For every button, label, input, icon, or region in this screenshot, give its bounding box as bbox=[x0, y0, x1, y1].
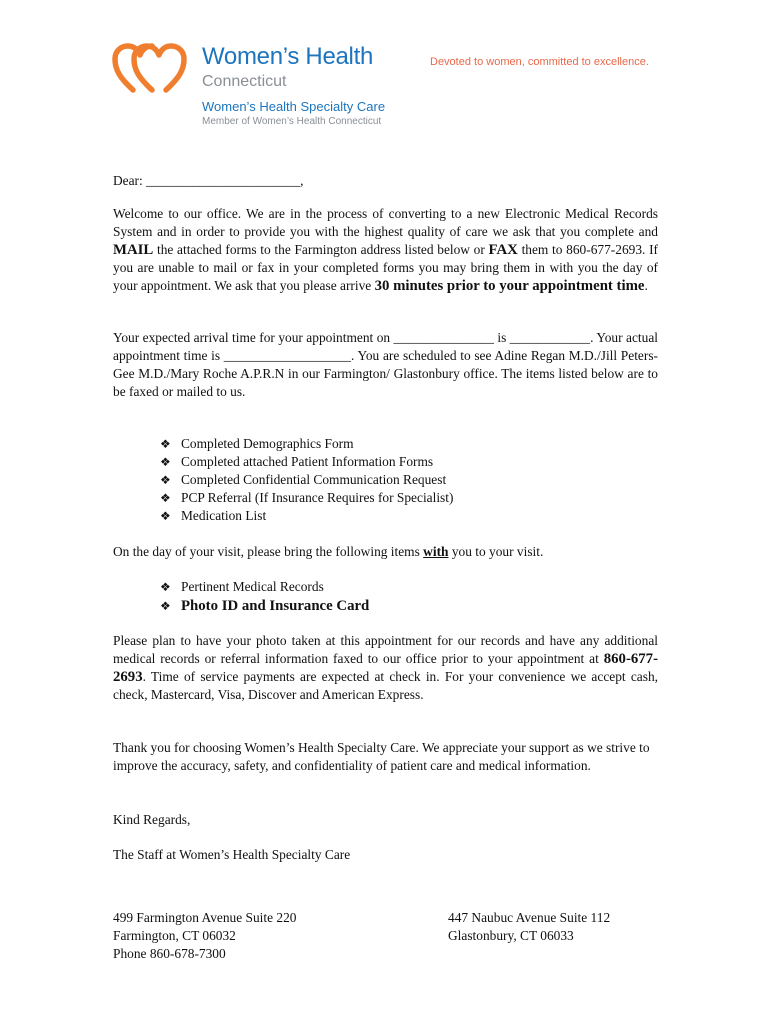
intro-text-4: . bbox=[644, 278, 648, 293]
tagline: Devoted to women, committed to excellence. bbox=[430, 56, 649, 68]
diamond-bullet-icon: ❖ bbox=[160, 455, 171, 469]
salutation: Dear: _______________________, bbox=[113, 173, 304, 188]
list-item: ❖ PCP Referral (If Insurance Requires for Specialist) bbox=[160, 490, 454, 505]
arrival-emphasis: 30 minutes prior to your appointment time bbox=[374, 278, 645, 294]
list-item: ❖ Pertinent Medical Records bbox=[160, 579, 324, 594]
intro-paragraph bbox=[113, 205, 658, 295]
with-emphasis: with bbox=[423, 544, 449, 559]
diamond-bullet-icon: ❖ bbox=[160, 491, 171, 505]
diamond-bullet-icon: ❖ bbox=[160, 509, 171, 523]
intro-text-2: the attached forms to the Farmington address listed below or bbox=[153, 242, 489, 257]
brand-block bbox=[202, 44, 385, 128]
bring-items-list bbox=[160, 578, 369, 616]
member-line: Member of Women’s Health Connecticut bbox=[202, 116, 382, 127]
fax-emphasis: FAX bbox=[488, 242, 518, 258]
closing: Kind Regards, bbox=[113, 812, 191, 827]
brand-title: Women’s Health bbox=[202, 43, 373, 70]
phone-emphasis: 860-677-2693 bbox=[113, 651, 658, 685]
visit-paragraph: On the day of your visit, please bring the following items with you to your visit. bbox=[113, 544, 544, 559]
signature: The Staff at Women’s Health Specialty Care bbox=[113, 847, 351, 862]
intro-text-3: them to 860-677-2693. If you are unable to mail or fax in your completed forms you may bring them in with you the day of your appointment. We ask that you please arrive bbox=[113, 242, 659, 293]
glastonbury-address: 447 Naubuc Avenue Suite 112 Glastonbury, CT 06033 bbox=[448, 910, 611, 943]
appointment-paragraph: Your expected arrival time for your appointment on _______________ is ____________. Your actual appointment time is ___________________. You are scheduled to see Adine Regan M.D./Jill Peters-Gee M.D./Mary Roche A.P.R.N in our Farmington/ Glastonbury office. The items listed below are to be faxed or mailed to us. bbox=[113, 330, 658, 399]
list-item: ❖ Completed attached Patient Information Forms bbox=[160, 454, 434, 469]
fax-items-list bbox=[160, 435, 453, 525]
list-item: ❖ Photo ID and Insurance Card bbox=[160, 598, 370, 614]
intro-text-1: Welcome to our office. We are in the process of converting to a new Electronic Medical Records System and in order to provide you with the highest quality of care we ask that you complete and bbox=[113, 206, 658, 239]
mail-emphasis: MAIL bbox=[113, 242, 154, 258]
farmington-address: 499 Farmington Avenue Suite 220 Farmington, CT 06032 Phone 860-678-7300 bbox=[113, 910, 297, 961]
diamond-bullet-icon: ❖ bbox=[160, 437, 171, 451]
brand-subtitle: Connecticut bbox=[202, 73, 287, 90]
photo-payment-paragraph: Please plan to have your photo taken at this appointment for our records and have any additional medical records or referral information faxed to our office prior to your appointment at 860-677-2693. Time of service payments are expected at check in. For your convenience we accept cash, check, Mastercard, Visa, Discover and American Express. bbox=[113, 633, 658, 702]
list-item: ❖ Completed Demographics Form bbox=[160, 436, 354, 451]
heart-logo-icon bbox=[112, 42, 190, 94]
diamond-bullet-icon: ❖ bbox=[160, 580, 171, 594]
diamond-bullet-icon: ❖ bbox=[160, 473, 171, 487]
specialty-name: Women’s Health Specialty Care bbox=[202, 99, 386, 114]
diamond-bullet-icon: ❖ bbox=[160, 599, 171, 613]
list-item: ❖ Medication List bbox=[160, 508, 267, 523]
list-item: ❖ Completed Confidential Communication Request bbox=[160, 472, 447, 487]
thank-you-paragraph: Thank you for choosing Women’s Health Specialty Care. We appreciate your support as we strive to improve the accuracy, safety, and confidentiality of patient care and medical information. bbox=[113, 740, 650, 773]
